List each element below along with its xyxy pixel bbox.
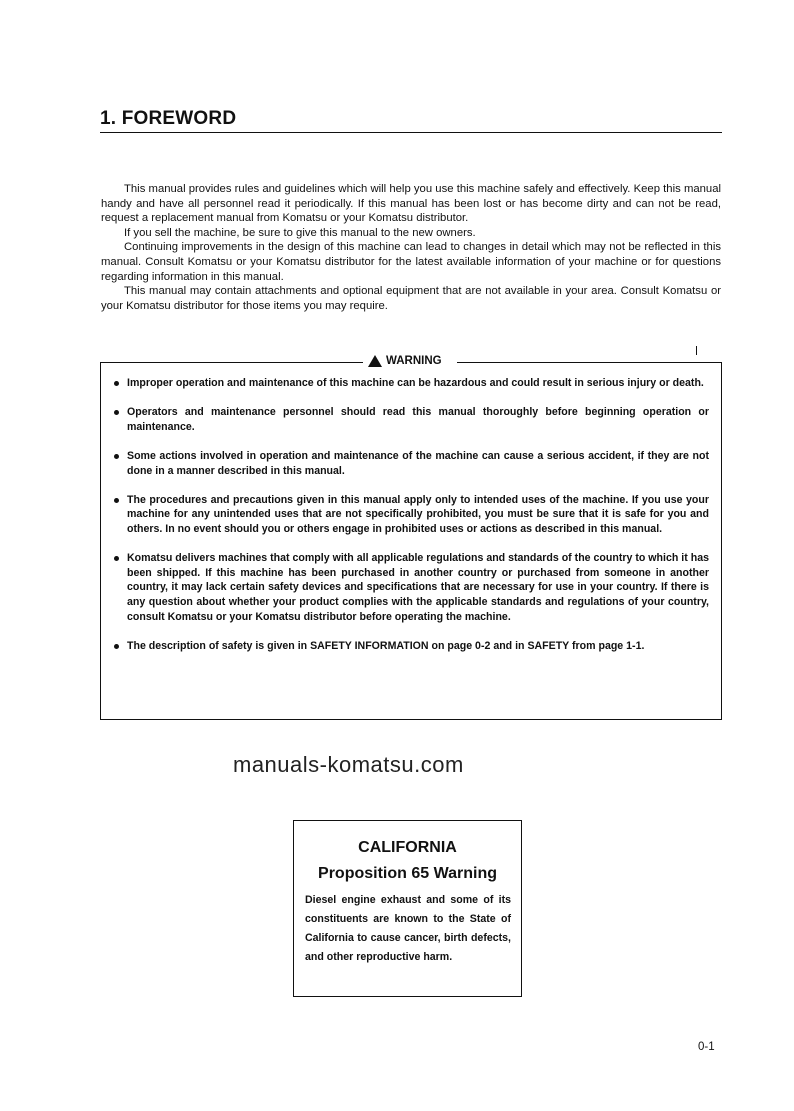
- foreword-intro: [101, 182, 721, 313]
- warning-label-text: WARNING: [386, 355, 442, 367]
- warning-label: [368, 355, 442, 367]
- prop65-subheading: Proposition 65 Warning: [318, 865, 497, 882]
- intro-paragraph: If you sell the machine, be sure to give this manual to the new owners.: [124, 226, 476, 239]
- warning-box: [100, 355, 722, 720]
- warning-triangle-icon: [368, 355, 382, 367]
- page-title: 1. FOREWORD: [100, 108, 722, 133]
- intro-paragraph: This manual provides rules and guidelines which will help you use this machine safely and effectively. Keep this manual handy and have all personnel read it periodically. If this manual has been lost or has become dirty and can not be read, request a replacement manual from Komatsu or your Komatsu distributor.: [101, 183, 721, 225]
- warning-item: Some actions involved in operation and maintenance of the machine can cause a serious accident, if they are not done in a manner described in this manual.: [127, 449, 709, 477]
- warning-item: Improper operation and maintenance of this machine can be hazardous and could result in serious injury or death.: [127, 376, 709, 391]
- intro-paragraph: Continuing improvements in the design of this machine can lead to changes in detail which may not be reflected in this manual. Consult Komatsu or your Komatsu distributor for the latest available information of your machine or for questions regarding information in this manual.: [101, 241, 721, 283]
- california-prop65-box: [293, 820, 522, 997]
- warning-item: Operators and maintenance personnel should read this manual thoroughly before beginning operation or maintenance.: [127, 406, 709, 433]
- prop65-text: Diesel engine exhaust and some of its constituents are known to the State of California to cause cancer, birth defects, and other reproductive harm.: [305, 894, 511, 963]
- watermark: manuals-komatsu.com: [233, 752, 464, 777]
- divider: [457, 362, 721, 363]
- page-number: 0-1: [698, 1041, 715, 1053]
- divider: [101, 362, 363, 363]
- warning-item: The procedures and precautions given in this manual apply only to intended uses of the machine. If you use your machine for any unintended uses that are not specifically prohibited, you must be sure that it is safe for you and others. In no event should you or others engage in prohibited uses or actions as described in this manual.: [127, 493, 709, 535]
- warning-list: [101, 362, 721, 653]
- warning-item: The description of safety is given in SAFETY INFORMATION on page 0-2 and in SAFETY from page 1-1.: [127, 639, 709, 654]
- california-heading: CALIFORNIA: [358, 839, 457, 856]
- warning-header: [101, 356, 721, 368]
- intro-paragraph: This manual may contain attachments and optional equipment that are not available in your area. Consult Komatsu or your Komatsu distributor for those items you may require.: [101, 285, 721, 312]
- warning-item: Komatsu delivers machines that comply with all applicable regulations and standards of the country to which it has been shipped. If this machine has been purchased in another country or purchased from someone in another country, it may lack certain safety devices and specifications that are necessary for use in your country. If there is any question about whether your product complies with the applicable standards and regulations of your country, consult Komatsu or your Komatsu distributor before operating the machine.: [127, 552, 709, 623]
- margin-mark: [696, 346, 697, 355]
